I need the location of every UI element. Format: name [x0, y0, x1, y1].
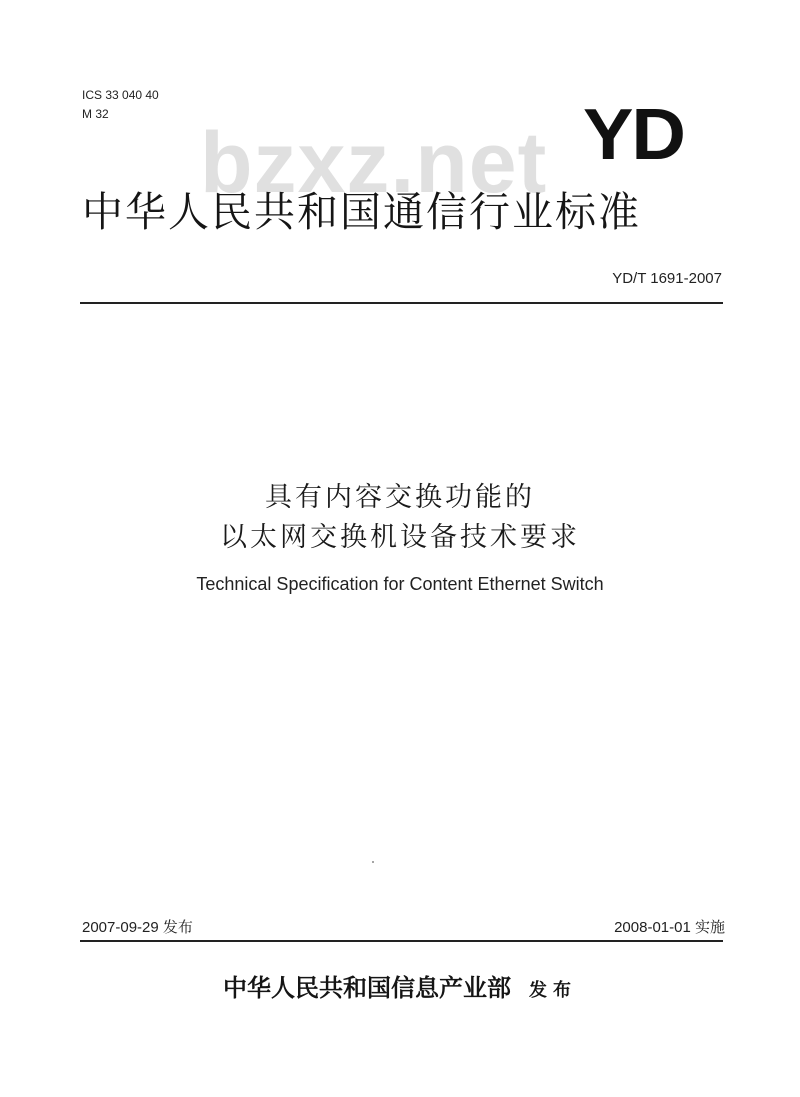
title-zh-line1: 具有内容交换功能的 [265, 482, 535, 513]
ics-code: ICS 33 040 40 [82, 88, 159, 102]
title-zh-line2: 以太网交换机设备技术要求 [220, 522, 580, 553]
top-divider [80, 302, 723, 304]
document-title-block [0, 478, 800, 596]
classification-codes [82, 86, 159, 124]
publisher-action: 发布 [529, 980, 577, 1001]
implementation-date: 2008-01-01 实施 [614, 919, 725, 936]
bottom-divider [80, 940, 723, 942]
issue-date: 2007-09-29 发布 [82, 919, 193, 936]
ccs-code: M 32 [82, 107, 109, 121]
date-row [82, 916, 725, 938]
standard-number: YD/T 1691-2007 [612, 270, 722, 287]
publisher-name: 中华人民共和国信息产业部 [223, 973, 511, 1002]
speck [372, 861, 374, 863]
standard-category-title: 中华人民共和国通信行业标准 [82, 188, 641, 236]
watermark: bzxz.net [200, 115, 548, 211]
yd-logo: YD [583, 95, 684, 175]
publisher-line [0, 972, 800, 1007]
title-en: Technical Specification for Content Ethernet Switch [196, 574, 604, 594]
